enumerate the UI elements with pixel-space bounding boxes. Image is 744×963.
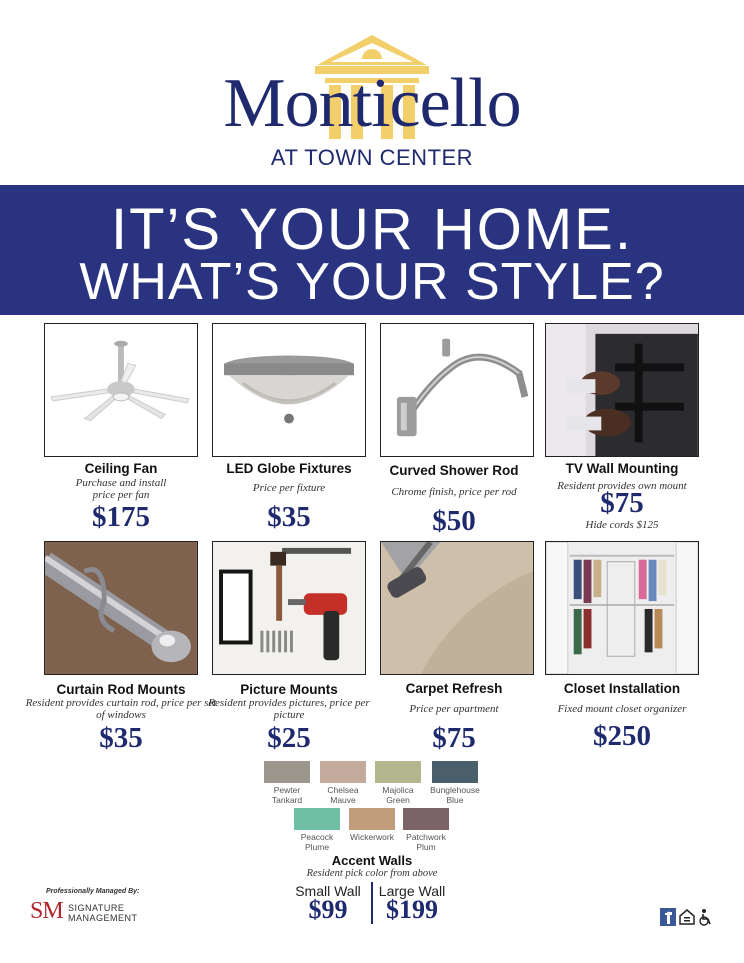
small-wall-price: $99 [308, 895, 348, 924]
brand-name: Monticello [223, 65, 521, 142]
large-wall-label: Large Wall [378, 883, 446, 899]
globe-fixture-photo [212, 323, 366, 457]
product-title: Curtain Rod Mounts [56, 682, 186, 697]
product-desc: Resident provides curtain rod, price per set of windows [25, 697, 217, 721]
product-desc: Chrome finish, price per rod [391, 486, 517, 498]
swatch-label: Bunglehouse Blue [430, 785, 480, 805]
swatch-label: Pewter Tankard [271, 785, 303, 805]
swatch-label: Majolica Green [382, 785, 414, 805]
product-price: $175 [92, 501, 150, 533]
signature-management-name: SIGNATURE MANAGEMENT [68, 903, 138, 923]
managed-by-label: Professionally Managed By: [46, 888, 140, 895]
product-note: Hide cords $125 [585, 519, 659, 531]
closet-photo [545, 541, 699, 675]
large-wall-price: $199 [386, 895, 438, 924]
swatch-peacock-plume [294, 808, 340, 830]
product-desc: Price per apartment [409, 703, 499, 715]
swatch-bunglehouse-blue [432, 761, 478, 783]
product-desc: Resident provides pictures, price per picture [208, 697, 370, 721]
accent-walls-desc: Resident pick color from above [306, 868, 438, 879]
product-price: $35 [267, 501, 311, 533]
equal-housing-icon [680, 910, 694, 924]
signature-management-logo: SM [30, 898, 63, 924]
brand-subtitle: AT TOWN CENTER [270, 145, 474, 170]
swatch-label: Wickerwork [350, 832, 394, 842]
picture-tools-photo [212, 541, 366, 675]
tv-mount-photo [545, 323, 699, 457]
product-desc: Purchase and install price per fan [75, 477, 167, 501]
shower-rod-photo [380, 323, 534, 457]
product-title: Ceiling Fan [84, 461, 158, 476]
ceiling-fan-photo [44, 323, 198, 457]
product-title: Closet Installation [563, 681, 681, 696]
headline-line-2: WHAT’S YOUR STYLE? [79, 253, 665, 311]
swatch-label: Peacock Plume [300, 832, 334, 852]
footer-icons [660, 908, 720, 926]
swatch-label: Chelsea Mauve [327, 785, 359, 805]
product-price: $50 [432, 505, 476, 537]
product-desc: Price per fixture [252, 482, 326, 494]
carpet-vacuum-photo [380, 541, 534, 675]
headline-line-1: IT’S YOUR HOME. [111, 197, 633, 262]
product-price: $250 [593, 720, 651, 752]
product-title: LED Globe Fixtures [226, 461, 352, 476]
product-title: Picture Mounts [240, 682, 338, 697]
product-title: TV Wall Mounting [565, 461, 679, 476]
product-price: $75 [432, 722, 476, 754]
accent-walls-title: Accent Walls [331, 853, 413, 868]
swatch-chelsea-mauve [320, 761, 366, 783]
swatch-patchwork-plum [403, 808, 449, 830]
product-price: $75 [600, 487, 644, 519]
product-title: Carpet Refresh [405, 681, 503, 696]
product-price: $35 [99, 722, 143, 754]
swatch-pewter-tankard [264, 761, 310, 783]
accessibility-icon [700, 909, 710, 925]
swatch-wickerwork [349, 808, 395, 830]
swatch-majolica-green [375, 761, 421, 783]
swatch-label: Patchwork Plum [406, 832, 446, 852]
facebook-icon[interactable] [660, 908, 676, 926]
small-wall-label: Small Wall [295, 883, 361, 899]
curtain-rod-photo [44, 541, 198, 675]
product-desc: Resident provides own mount [557, 480, 687, 492]
product-desc: Fixed mount closet organizer [557, 703, 687, 715]
product-title: Curved Shower Rod [389, 463, 519, 478]
product-price: $25 [267, 722, 311, 754]
